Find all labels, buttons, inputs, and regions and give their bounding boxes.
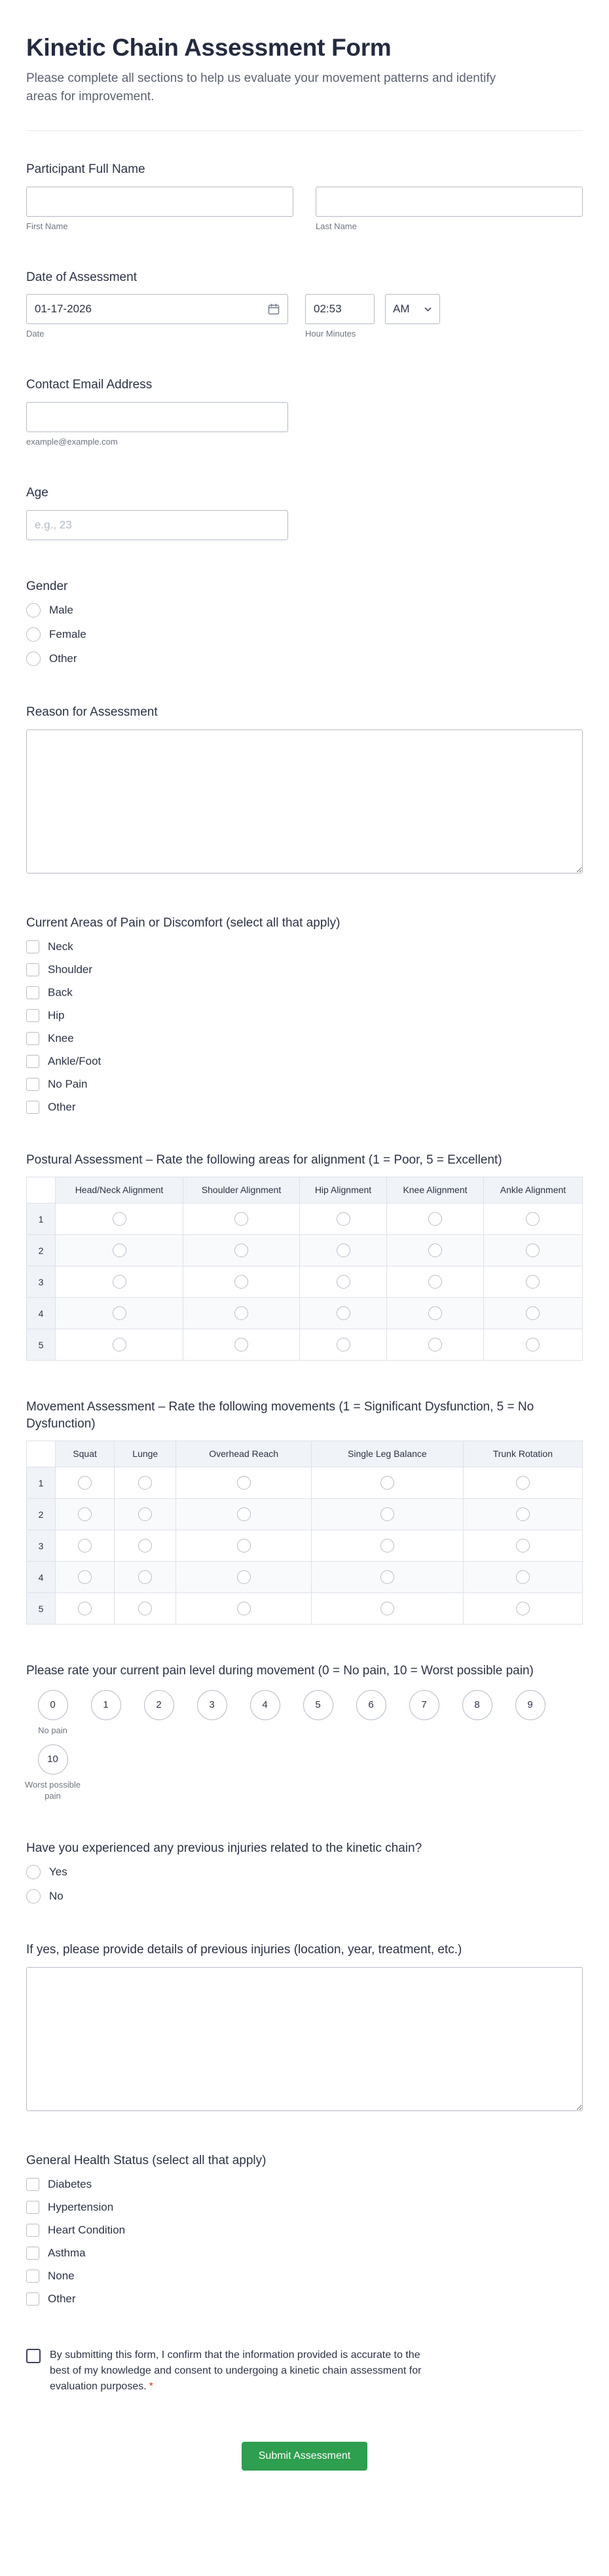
age-input[interactable] [26, 510, 288, 540]
matrix-cell [386, 1329, 483, 1361]
matrix-radio-single-leg-balance-row2[interactable] [380, 1507, 394, 1521]
row-label-2: 2 [27, 1499, 56, 1530]
question-assessment-date [26, 269, 583, 339]
question-assessment-reason [26, 704, 583, 877]
scale-item-1 [79, 1690, 132, 1737]
row-label-1: 1 [27, 1204, 56, 1235]
checkbox-option-ankle-foot[interactable] [26, 1055, 583, 1068]
question-previous-injuries [26, 1840, 583, 1904]
matrix-cell [56, 1329, 183, 1361]
checkbox-option-other[interactable] [26, 2292, 583, 2306]
matrix-cell [115, 1499, 176, 1530]
checkbox-option-no-pain[interactable] [26, 1078, 583, 1091]
matrix-radio-overhead-reach-row4[interactable] [237, 1570, 251, 1584]
scale-max-label: Worst possible pain [24, 1779, 81, 1801]
matrix-radio-single-leg-balance-row4[interactable] [380, 1570, 394, 1584]
row-label-5: 5 [27, 1329, 56, 1361]
date-field [26, 294, 288, 339]
option-label: Hip [48, 1008, 65, 1021]
header-divider [26, 130, 583, 131]
pain-areas-label: Current Areas of Pain or Discomfort (select all that apply) [26, 915, 341, 930]
last-name-sublabel: Last Name [316, 221, 357, 231]
matrix-radio-head-neck-alignment-row3[interactable] [113, 1275, 126, 1289]
row-label-1: 1 [27, 1467, 56, 1499]
scale-option-9[interactable]: 9 [515, 1690, 545, 1720]
matrix-cell [183, 1329, 300, 1361]
assessment-date-label: Date of Assessment [26, 270, 137, 284]
assessment-reason-label: Reason for Assessment [26, 705, 158, 720]
matrix-radio-squat-row5[interactable] [78, 1602, 92, 1615]
matrix-radio-head-neck-alignment-row4[interactable] [113, 1306, 126, 1320]
column-header-lunge: Lunge [115, 1441, 176, 1467]
column-header-hip-alignment: Hip Alignment [300, 1177, 387, 1204]
option-label: Hypertension [48, 2200, 114, 2213]
postural-rating-table [26, 1177, 583, 1361]
matrix-cell [56, 1530, 115, 1562]
checkbox-icon [26, 1009, 39, 1022]
radio-button-icon [26, 1889, 41, 1904]
matrix-radio-shoulder-alignment-row2[interactable] [234, 1243, 248, 1257]
matrix-cell [483, 1329, 582, 1361]
matrix-cell [176, 1593, 312, 1625]
question-postural-assessment [26, 1152, 583, 1361]
column-header-ankle-alignment: Ankle Alignment [483, 1177, 582, 1204]
health-status-label: General Health Status (select all that apply) [26, 2153, 267, 2167]
option-label: Asthma [48, 2246, 86, 2259]
scale-option-1[interactable]: 1 [91, 1690, 121, 1720]
checkbox-icon [26, 1101, 39, 1114]
option-label: Diabetes [48, 2177, 92, 2190]
scale-item-4 [238, 1690, 291, 1737]
checkbox-icon [26, 963, 39, 976]
matrix-cell [483, 1266, 582, 1298]
matrix-cell [386, 1266, 483, 1298]
matrix-cell [300, 1298, 387, 1329]
checkbox-icon [26, 2201, 39, 2214]
matrix-radio-head-neck-alignment-row1[interactable] [113, 1212, 126, 1226]
matrix-radio-shoulder-alignment-row4[interactable] [234, 1306, 248, 1320]
form-title: Kinetic Chain Assessment Form [26, 34, 392, 61]
question-injury-details [26, 1941, 583, 2114]
matrix-cell [300, 1204, 387, 1235]
matrix-cell [312, 1562, 464, 1593]
form-subtitle: Please complete all sections to help us evaluate your movement patterns and identify areas for improvement. [26, 71, 496, 103]
postural-table-wrap [26, 1177, 583, 1361]
scale-option-10[interactable]: 10 [38, 1744, 68, 1775]
last-name-input[interactable] [316, 187, 583, 217]
matrix-radio-overhead-reach-row3[interactable] [237, 1539, 251, 1553]
radio-option-no[interactable] [26, 1889, 583, 1904]
checkbox-icon [26, 1078, 39, 1091]
matrix-cell [386, 1298, 483, 1329]
scale-option-7[interactable]: 7 [409, 1690, 439, 1720]
consent-statement: By submitting this form, I confirm that the information provided is accurate to the best of my knowledge and consent to undergoing a kinetic chain assessment for evaluation purposes. [50, 2349, 422, 2392]
scale-item-0 [26, 1690, 79, 1737]
matrix-cell [463, 1530, 582, 1562]
age-label: Age [26, 486, 48, 500]
previous-injuries-label: Have you experienced any previous injuries related to the kinetic chain? [26, 1841, 422, 1855]
option-label: Female [49, 628, 86, 641]
pain-scale-label: Please rate your current pain level during movement (0 = No pain, 10 = Worst possible pain) [26, 1664, 534, 1678]
matrix-cell [183, 1204, 300, 1235]
scale-option-3[interactable]: 3 [197, 1690, 227, 1720]
checkbox-icon [26, 2270, 39, 2283]
matrix-radio-single-leg-balance-row3[interactable] [380, 1539, 394, 1553]
matrix-cell [300, 1329, 387, 1361]
checkbox-option-other[interactable] [26, 1101, 583, 1114]
matrix-cell [56, 1235, 183, 1266]
injury-details-label: If yes, please provide details of previous injuries (location, year, treatment, etc.) [26, 1943, 462, 1957]
postural-assessment-label: Postural Assessment – Rate the following areas for alignment (1 = Poor, 5 = Excellent) [26, 1152, 502, 1167]
radio-option-other[interactable] [26, 652, 583, 666]
matrix-radio-squat-row3[interactable] [78, 1539, 92, 1553]
question-gender [26, 578, 583, 667]
matrix-radio-ankle-alignment-row3[interactable] [526, 1275, 540, 1289]
name-inputs-row [26, 187, 583, 231]
pain-scale [26, 1690, 583, 1802]
matrix-cell [56, 1467, 115, 1499]
checkbox-option-heart-condition[interactable] [26, 2224, 583, 2237]
consent-checkbox[interactable] [26, 2349, 41, 2363]
radio-button-icon [26, 627, 41, 642]
scale-item-3 [185, 1690, 238, 1737]
scale-option-4[interactable]: 4 [250, 1690, 280, 1720]
matrix-cell [115, 1467, 176, 1499]
scale-item-2 [132, 1690, 185, 1737]
matrix-cell [176, 1499, 312, 1530]
matrix-radio-knee-alignment-row3[interactable] [428, 1275, 442, 1289]
matrix-cell [56, 1298, 183, 1329]
checkbox-option-asthma[interactable] [26, 2247, 583, 2260]
question-pain-areas [26, 915, 583, 1114]
matrix-radio-knee-alignment-row1[interactable] [428, 1212, 442, 1226]
column-header-single-leg-balance: Single Leg Balance [312, 1441, 464, 1467]
scale-option-5[interactable]: 5 [303, 1690, 333, 1720]
scale-option-6[interactable]: 6 [356, 1690, 386, 1720]
meridiem-value: AM [393, 303, 410, 316]
last-name-field [316, 187, 583, 231]
scale-item-6 [344, 1690, 397, 1737]
matrix-radio-squat-row1[interactable] [78, 1476, 92, 1490]
scale-item-9 [504, 1690, 557, 1737]
matrix-cell [56, 1266, 183, 1298]
question-participant-name [26, 161, 583, 231]
meridiem-select[interactable] [385, 294, 440, 324]
form-header [26, 34, 583, 105]
column-header-head-neck-alignment: Head/Neck Alignment [56, 1177, 183, 1204]
participant-name-label: Participant Full Name [26, 162, 145, 177]
matrix-radio-ankle-alignment-row2[interactable] [526, 1243, 540, 1257]
contact-email-label: Contact Email Address [26, 378, 153, 392]
question-pain-scale [26, 1663, 583, 1801]
column-header-squat: Squat [56, 1441, 115, 1467]
movement-assessment-label: Movement Assessment – Rate the following movements (1 = Significant Dysfunction, 5 = No Dysfunction) [26, 1400, 534, 1431]
matrix-cell [56, 1562, 115, 1593]
matrix-radio-ankle-alignment-row5[interactable] [526, 1338, 540, 1352]
matrix-radio-knee-alignment-row4[interactable] [428, 1306, 442, 1320]
matrix-radio-lunge-row1[interactable] [138, 1476, 152, 1490]
matrix-radio-ankle-alignment-row1[interactable] [526, 1212, 540, 1226]
checkbox-icon [26, 986, 39, 999]
matrix-cell [176, 1530, 312, 1562]
matrix-cell [56, 1593, 115, 1625]
radio-option-yes[interactable] [26, 1865, 583, 1879]
checkbox-option-back[interactable] [26, 986, 583, 999]
matrix-cell [176, 1562, 312, 1593]
row-label-2: 2 [27, 1235, 56, 1266]
question-age [26, 485, 583, 540]
matrix-cell [463, 1593, 582, 1625]
option-label: Shoulder [48, 963, 93, 976]
matrix-cell [183, 1266, 300, 1298]
health-status-options [26, 2178, 583, 2306]
question-health-status [26, 2152, 583, 2306]
scale-option-2[interactable]: 2 [144, 1690, 174, 1720]
matrix-cell [312, 1467, 464, 1499]
column-header-knee-alignment: Knee Alignment [386, 1177, 483, 1204]
matrix-radio-head-neck-alignment-row2[interactable] [113, 1243, 126, 1257]
matrix-cell [463, 1467, 582, 1499]
option-label: Other [49, 652, 77, 665]
radio-button-icon [26, 652, 41, 666]
matrix-radio-lunge-row4[interactable] [138, 1570, 152, 1584]
matrix-radio-single-leg-balance-row5[interactable] [380, 1602, 394, 1615]
radio-button-icon [26, 603, 41, 617]
matrix-radio-hip-alignment-row5[interactable] [337, 1338, 350, 1352]
checkbox-icon [26, 940, 39, 953]
matrix-radio-hip-alignment-row2[interactable] [337, 1243, 350, 1257]
submit-button[interactable]: Submit Assessment [242, 2442, 368, 2471]
matrix-radio-single-leg-balance-row1[interactable] [380, 1476, 394, 1490]
matrix-radio-ankle-alignment-row4[interactable] [526, 1306, 540, 1320]
matrix-cell [183, 1298, 300, 1329]
checkbox-option-diabetes[interactable] [26, 2178, 583, 2191]
reason-textarea[interactable] [26, 729, 583, 874]
calendar-icon[interactable] [267, 303, 280, 316]
matrix-radio-shoulder-alignment-row3[interactable] [234, 1275, 248, 1289]
matrix-radio-shoulder-alignment-row5[interactable] [234, 1338, 248, 1352]
scale-item-10 [26, 1744, 79, 1802]
first-name-input[interactable] [26, 187, 293, 217]
submit-row [26, 2442, 583, 2471]
gender-options [26, 603, 583, 666]
scale-item-5 [291, 1690, 344, 1737]
column-header-shoulder-alignment: Shoulder Alignment [183, 1177, 300, 1204]
row-label-5: 5 [27, 1593, 56, 1625]
matrix-radio-lunge-row2[interactable] [138, 1507, 152, 1521]
checkbox-option-shoulder[interactable] [26, 963, 583, 976]
checkbox-icon [26, 2247, 39, 2260]
column-header-trunk-rotation: Trunk Rotation [463, 1441, 582, 1467]
email-sublabel: example@example.com [26, 437, 118, 447]
option-label: No [49, 1890, 64, 1903]
column-header-overhead-reach: Overhead Reach [176, 1441, 312, 1467]
consent-field [26, 2347, 583, 2395]
radio-option-male[interactable] [26, 603, 583, 617]
chevron-down-icon [424, 305, 432, 314]
time-field [305, 294, 375, 339]
matrix-cell [312, 1530, 464, 1562]
matrix-radio-trunk-rotation-row1[interactable] [516, 1476, 530, 1490]
time-input[interactable] [305, 294, 375, 324]
matrix-radio-lunge-row3[interactable] [138, 1539, 152, 1553]
matrix-radio-head-neck-alignment-row5[interactable] [113, 1338, 126, 1352]
matrix-cell [176, 1467, 312, 1499]
movement-table-wrap [26, 1441, 583, 1625]
matrix-radio-squat-row2[interactable] [78, 1507, 92, 1521]
option-label: Yes [49, 1866, 67, 1879]
checkbox-option-hypertension[interactable] [26, 2201, 583, 2214]
matrix-radio-knee-alignment-row5[interactable] [428, 1338, 442, 1352]
matrix-cell [386, 1235, 483, 1266]
table-corner-cell [27, 1177, 56, 1204]
checkbox-option-none[interactable] [26, 2270, 583, 2283]
radio-button-icon [26, 1865, 41, 1879]
matrix-cell [115, 1530, 176, 1562]
matrix-radio-trunk-rotation-row2[interactable] [516, 1507, 530, 1521]
date-inputs-row [26, 294, 583, 339]
matrix-cell [183, 1235, 300, 1266]
matrix-radio-trunk-rotation-row3[interactable] [516, 1539, 530, 1553]
checkbox-icon [26, 1055, 39, 1068]
matrix-cell [56, 1204, 183, 1235]
checkbox-option-knee[interactable] [26, 1032, 583, 1045]
matrix-cell [483, 1298, 582, 1329]
radio-option-female[interactable] [26, 627, 583, 642]
matrix-radio-squat-row4[interactable] [78, 1570, 92, 1584]
option-label: Knee [48, 1031, 74, 1044]
matrix-radio-overhead-reach-row5[interactable] [237, 1602, 251, 1615]
matrix-radio-trunk-rotation-row5[interactable] [516, 1602, 530, 1615]
option-label: Back [48, 985, 73, 999]
matrix-radio-hip-alignment-row1[interactable] [337, 1212, 350, 1226]
scale-option-0[interactable]: 0 [38, 1690, 68, 1720]
matrix-cell [386, 1204, 483, 1235]
matrix-cell [300, 1235, 387, 1266]
scale-option-8[interactable]: 8 [462, 1690, 492, 1720]
row-label-3: 3 [27, 1266, 56, 1298]
option-label: Ankle/Foot [48, 1054, 101, 1067]
matrix-cell [483, 1204, 582, 1235]
checkbox-icon [26, 2292, 39, 2306]
matrix-radio-overhead-reach-row2[interactable] [237, 1507, 251, 1521]
scale-item-7 [397, 1690, 451, 1737]
matrix-radio-hip-alignment-row3[interactable] [337, 1275, 350, 1289]
movement-rating-table [26, 1441, 583, 1625]
matrix-cell [463, 1562, 582, 1593]
matrix-cell [312, 1499, 464, 1530]
option-label: Other [48, 1100, 76, 1113]
matrix-cell [463, 1499, 582, 1530]
matrix-cell [56, 1499, 115, 1530]
matrix-cell [300, 1266, 387, 1298]
option-label: None [48, 2269, 75, 2282]
gender-label: Gender [26, 579, 68, 593]
row-label-4: 4 [27, 1298, 56, 1329]
first-name-field [26, 187, 293, 231]
checkbox-option-neck[interactable] [26, 940, 583, 953]
time-sublabel: Hour Minutes [305, 329, 356, 339]
date-input[interactable] [26, 294, 288, 324]
consent-text [50, 2347, 432, 2395]
injury-details-textarea[interactable] [26, 1967, 583, 2111]
option-label: Male [49, 604, 73, 617]
date-sublabel: Date [26, 329, 45, 339]
matrix-cell [115, 1593, 176, 1625]
scale-min-label: No pain [38, 1725, 67, 1735]
matrix-radio-shoulder-alignment-row1[interactable] [234, 1212, 248, 1226]
checkbox-icon [26, 2224, 39, 2237]
scale-item-8 [451, 1690, 504, 1737]
option-label: Neck [48, 940, 73, 953]
checkbox-icon [26, 2178, 39, 2191]
matrix-radio-trunk-rotation-row4[interactable] [516, 1570, 530, 1584]
matrix-cell [312, 1593, 464, 1625]
row-label-3: 3 [27, 1530, 56, 1562]
question-movement-assessment [26, 1399, 583, 1625]
email-input[interactable] [26, 402, 288, 432]
first-name-sublabel: First Name [26, 221, 68, 231]
option-label: Heart Condition [48, 2223, 126, 2236]
matrix-radio-overhead-reach-row1[interactable] [237, 1476, 251, 1490]
row-label-4: 4 [27, 1562, 56, 1593]
question-contact-email [26, 377, 583, 447]
matrix-radio-knee-alignment-row2[interactable] [428, 1243, 442, 1257]
matrix-cell [483, 1235, 582, 1266]
previous-injuries-options [26, 1865, 583, 1904]
option-label: No Pain [48, 1077, 88, 1090]
checkbox-icon [26, 1032, 39, 1045]
option-label: Other [48, 2292, 76, 2305]
matrix-radio-hip-alignment-row4[interactable] [337, 1306, 350, 1320]
matrix-radio-lunge-row5[interactable] [138, 1602, 152, 1615]
required-asterisk: * [149, 2380, 153, 2392]
table-corner-cell [27, 1441, 56, 1467]
pain-areas-options [26, 940, 583, 1114]
checkbox-option-hip[interactable] [26, 1009, 583, 1022]
matrix-cell [115, 1562, 176, 1593]
